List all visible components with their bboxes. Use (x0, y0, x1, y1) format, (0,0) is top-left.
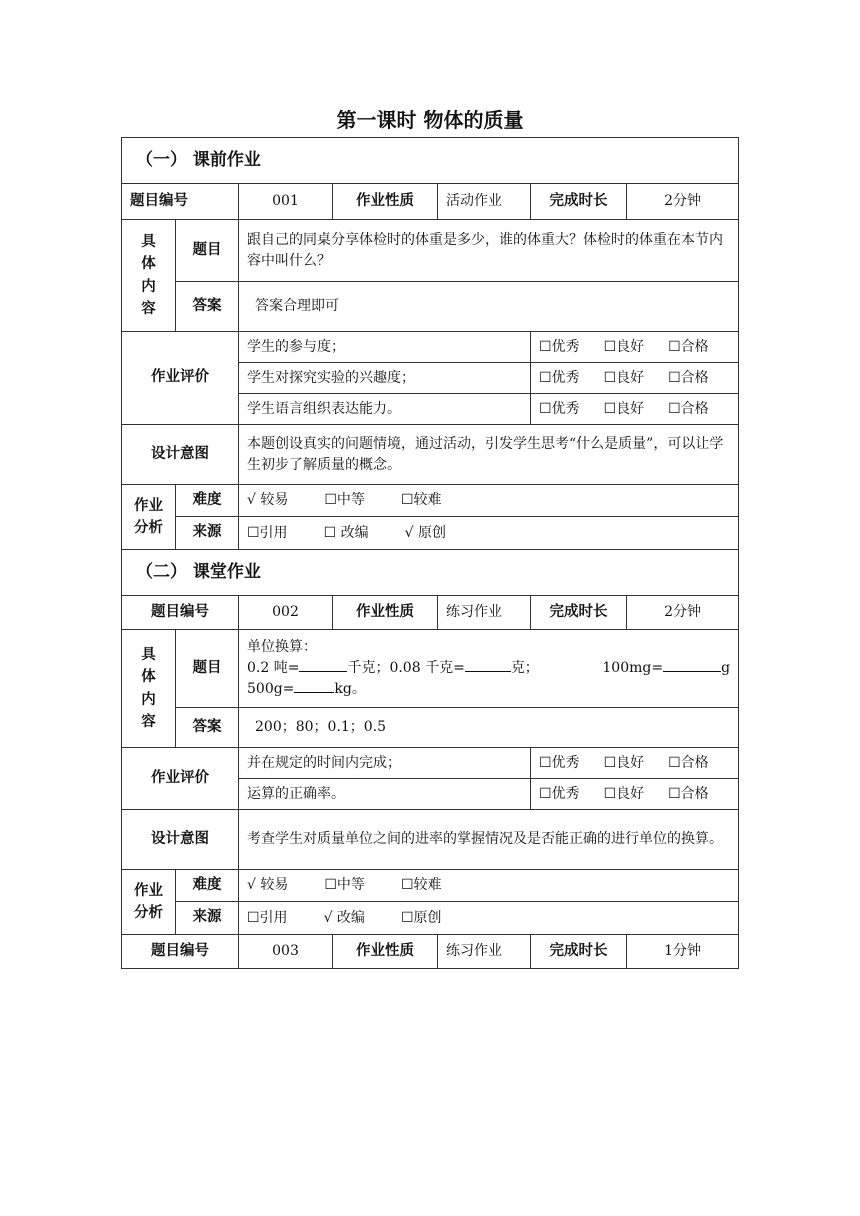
option-hard[interactable]: ☐较难 (400, 877, 442, 893)
type-value: 活动作业 (438, 184, 531, 220)
id-value: 003 (239, 935, 333, 969)
item-info-row (122, 935, 739, 969)
eval-criterion: 学生对探究实验的兴趣度； (239, 363, 531, 394)
option-pass[interactable]: ☐合格 (668, 338, 709, 355)
option-good[interactable]: ☐良好 (603, 400, 645, 417)
eval-options (531, 779, 739, 810)
question-label: 题目 (176, 630, 239, 708)
option-adapted[interactable]: √ 改编 (323, 909, 365, 926)
item-info-row (122, 596, 739, 630)
eval-criterion: 学生的参与度； (239, 332, 531, 363)
option-excellent[interactable]: ☐优秀 (539, 754, 580, 771)
time-label: 完成时长 (531, 184, 627, 220)
difficulty-label: 难度 (176, 485, 239, 517)
time-value: 2分钟 (627, 596, 739, 630)
source-label: 来源 (176, 517, 239, 550)
section-heading: （一） 课前作业 (122, 138, 739, 184)
evaluation-label: 作业评价 (122, 748, 239, 810)
eval-criterion: 学生语言组织表达能力。 (239, 394, 531, 425)
option-good[interactable]: ☐良好 (603, 369, 645, 386)
option-pass[interactable]: ☐合格 (668, 785, 709, 802)
question-text: 跟自己的同桌分享体检时的体重是多少，谁的体重大？体检时的体重在本节内容中叫什么？ (239, 220, 739, 282)
type-value: 练习作业 (438, 596, 531, 630)
eval-options (531, 394, 739, 425)
option-medium[interactable]: ☐中等 (324, 492, 365, 508)
option-excellent[interactable]: ☐优秀 (539, 369, 580, 386)
section-heading: （二） 课堂作业 (122, 550, 739, 596)
option-good[interactable]: ☐良好 (603, 338, 645, 355)
design-intent-text: 考查学生对质量单位之间的进率的掌握情况及是否能正确的进行单位的换算。 (239, 810, 739, 870)
option-excellent[interactable]: ☐优秀 (539, 785, 580, 802)
option-easy[interactable]: √ 较易 (247, 877, 289, 893)
content-label: 具 体 内 容 (122, 630, 176, 748)
option-cited[interactable]: ☐引用 (247, 909, 288, 926)
question-text: 单位换算： 0.2 吨= 千克；0.08 千克= 克； 100mg= g 500g= kg。 (239, 630, 739, 708)
id-label: 题目编号 (122, 184, 239, 220)
design-intent-label: 设计意图 (122, 425, 239, 485)
type-label: 作业性质 (333, 935, 438, 969)
answer-text: 答案合理即可 (239, 282, 739, 332)
analysis-label: 作业 分析 (122, 485, 176, 550)
evaluation-label: 作业评价 (122, 332, 239, 425)
difficulty-options (239, 485, 739, 517)
option-excellent[interactable]: ☐优秀 (539, 400, 580, 417)
analysis-label: 作业 分析 (122, 870, 176, 935)
option-good[interactable]: ☐良好 (603, 754, 645, 771)
eval-options (531, 332, 739, 363)
option-hard[interactable]: ☐较难 (400, 492, 442, 508)
answer-label: 答案 (176, 282, 239, 332)
answer-label: 答案 (176, 708, 239, 748)
option-original[interactable]: √ 原创 (404, 524, 446, 541)
option-adapted[interactable]: ☐ 改编 (323, 524, 369, 541)
time-value: 1分钟 (627, 935, 739, 969)
eval-criterion: 并在规定的时间内完成； (239, 748, 531, 779)
type-label: 作业性质 (333, 184, 438, 220)
question-label: 题目 (176, 220, 239, 282)
homework-table (121, 137, 739, 969)
option-excellent[interactable]: ☐优秀 (539, 338, 580, 355)
content-label: 具 体 内 容 (122, 220, 176, 332)
id-label: 题目编号 (122, 935, 239, 969)
id-label: 题目编号 (122, 596, 239, 630)
option-pass[interactable]: ☐合格 (668, 754, 709, 771)
difficulty-label: 难度 (176, 870, 239, 902)
difficulty-options (239, 870, 739, 902)
eval-options (531, 363, 739, 394)
page-title: 第一课时 物体的质量 (336, 108, 524, 132)
source-options (239, 517, 739, 550)
time-value: 2分钟 (627, 184, 739, 220)
time-label: 完成时长 (531, 596, 627, 630)
option-pass[interactable]: ☐合格 (668, 369, 709, 386)
id-value: 001 (239, 184, 333, 220)
type-value: 练习作业 (438, 935, 531, 969)
source-options (239, 902, 739, 935)
answer-text: 200；80；0.1；0.5 (239, 708, 739, 748)
source-label: 来源 (176, 902, 239, 935)
option-good[interactable]: ☐良好 (603, 785, 645, 802)
design-intent-label: 设计意图 (122, 810, 239, 870)
type-label: 作业性质 (333, 596, 438, 630)
option-original[interactable]: ☐原创 (400, 909, 442, 926)
id-value: 002 (239, 596, 333, 630)
option-pass[interactable]: ☐合格 (668, 400, 709, 417)
option-cited[interactable]: ☐引用 (247, 524, 288, 541)
item-info-row (122, 184, 739, 220)
option-medium[interactable]: ☐中等 (324, 877, 365, 893)
eval-options (531, 748, 739, 779)
design-intent-text: 本题创设真实的问题情境，通过活动，引发学生思考“什么是质量”，可以让学生初步了解质量的概念。 (239, 425, 739, 485)
option-easy[interactable]: √ 较易 (247, 492, 289, 508)
eval-criterion: 运算的正确率。 (239, 779, 531, 810)
time-label: 完成时长 (531, 935, 627, 969)
